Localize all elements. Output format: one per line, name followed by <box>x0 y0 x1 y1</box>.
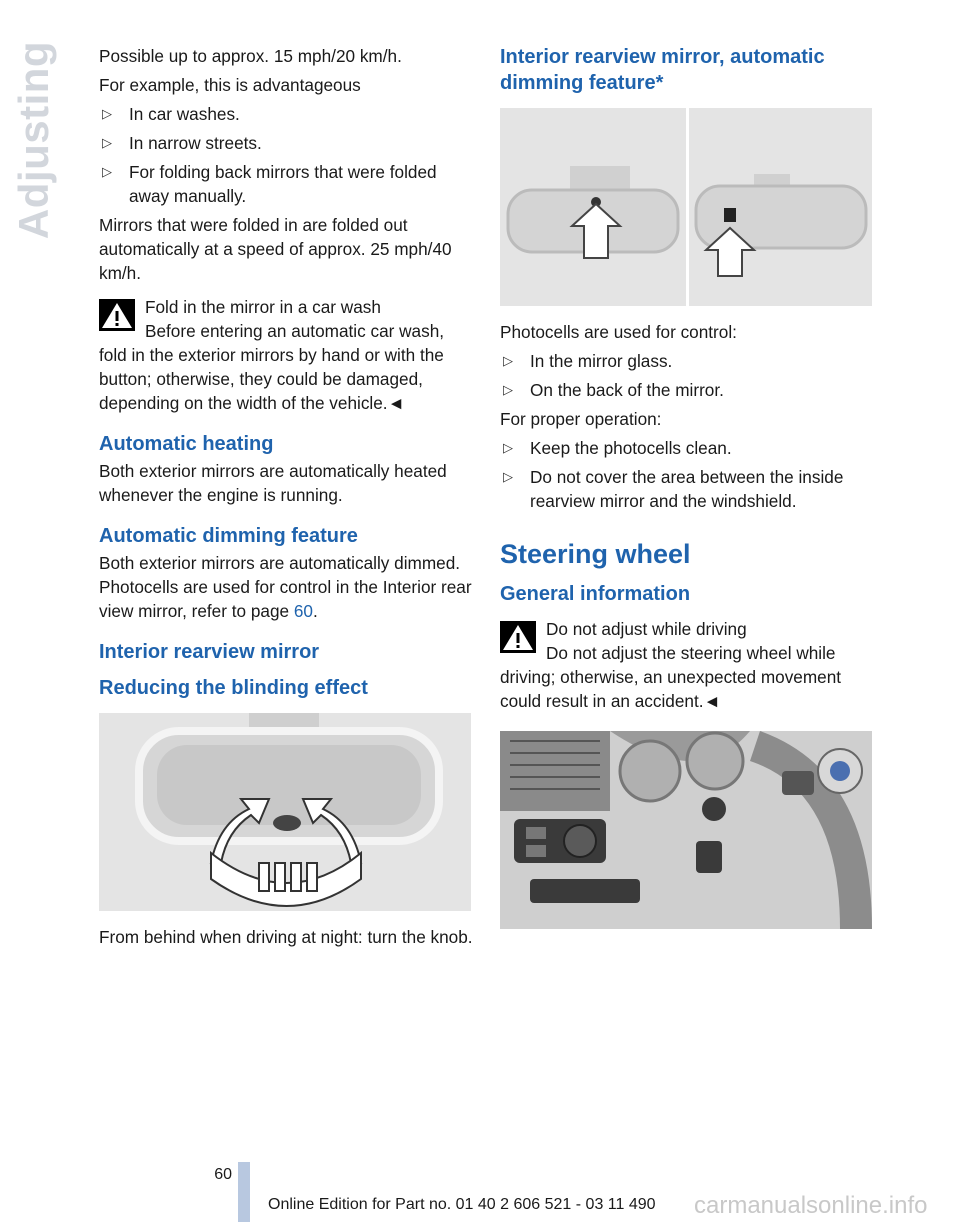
steering-wheel-image <box>500 731 872 929</box>
bullet-triangle-icon: ▷ <box>503 440 513 455</box>
footer-bar <box>238 1162 250 1222</box>
watermark: carmanualsonline.info <box>694 1192 928 1219</box>
page-number: 60 <box>214 1166 232 1183</box>
bullet-triangle-icon: ▷ <box>102 106 112 121</box>
side-tab <box>8 40 60 240</box>
list-item: ▷ In the mirror glass. <box>503 351 673 371</box>
photocell-list <box>500 349 876 402</box>
side-tab-label: Adjusting <box>10 40 57 240</box>
heading-steering-wheel: Steering wheel <box>500 539 691 569</box>
heading-auto-dimming-mirror: Interior rearview mirror, automatic dimming feature* <box>500 46 825 94</box>
warning-steering <box>500 617 876 713</box>
intro-line-2: For example, this is advantageous <box>99 75 361 95</box>
warning-title: Do not adjust while driving <box>546 619 747 639</box>
edition-text: Online Edition for Part no. 01 40 2 606 521 - 03 11 490 <box>268 1196 656 1213</box>
heading-general-information: General information <box>500 583 691 605</box>
list-item: ▷ Do not cover the area between the inside rearview mirror and the windshield. <box>503 467 844 511</box>
list-item: ▷ In narrow streets. <box>102 133 262 153</box>
left-column <box>99 44 475 954</box>
warning-icon <box>99 299 135 331</box>
heating-text: Both exterior mirrors are automatically heated whenever the engine is running. <box>99 461 447 505</box>
mirror-knob-image <box>99 713 471 911</box>
heading-interior-mirror: Interior rearview mirror <box>99 641 320 663</box>
intro-line-1: Possible up to approx. 15 mph/20 km/h. <box>99 46 402 66</box>
bullet-triangle-icon: ▷ <box>503 353 513 368</box>
page-link[interactable]: 60 <box>293 601 313 621</box>
operation-list <box>500 436 876 513</box>
heading-reducing-blinding: Reducing the blinding effect <box>99 677 368 699</box>
list-item: ▷ On the back of the mirror. <box>503 380 724 400</box>
proper-operation-text: For proper operation: <box>500 409 662 429</box>
photocell-mirrors-image <box>500 108 872 306</box>
right-column <box>500 44 876 943</box>
list-item: ▷ In car washes. <box>102 104 240 124</box>
photocells-text: Photocells are used for control: <box>500 322 737 342</box>
heading-automatic-dimming: Automatic dimming feature <box>99 525 358 547</box>
bullet-triangle-icon: ▷ <box>102 164 112 179</box>
list-item: ▷ Keep the photocells clean. <box>503 438 732 458</box>
advantage-list <box>99 102 475 208</box>
bullet-triangle-icon: ▷ <box>503 469 513 484</box>
list-item: ▷ For folding back mirrors that were folded away manually. <box>102 162 437 206</box>
warning-body: Do not adjust the steering wheel while driving; otherwise, an unexpected movement could result in an accident.◄ <box>500 643 842 711</box>
fold-out-text: Mirrors that were folded in are folded out automatically at a speed of approx. 25 mph/40 km/h. <box>99 215 452 283</box>
dimming-text: Both exterior mirrors are automatically dimmed. Photocells are used for control in the Interior rear view mirror, refer to page 60. <box>99 553 472 621</box>
warning-title: Fold in the mirror in a car wash <box>145 297 381 317</box>
heading-automatic-heating: Automatic heating <box>99 433 274 455</box>
warning-icon <box>500 621 536 653</box>
bullet-triangle-icon: ▷ <box>503 382 513 397</box>
bullet-triangle-icon: ▷ <box>102 135 112 150</box>
knob-caption: From behind when driving at night: turn the knob. <box>99 927 473 947</box>
warning-body: Before entering an automatic car wash, fold in the exterior mirrors by hand or with the button; otherwise, they could be damaged, depending on the width of the vehicle.◄ <box>99 321 445 413</box>
warning-car-wash <box>99 295 475 415</box>
